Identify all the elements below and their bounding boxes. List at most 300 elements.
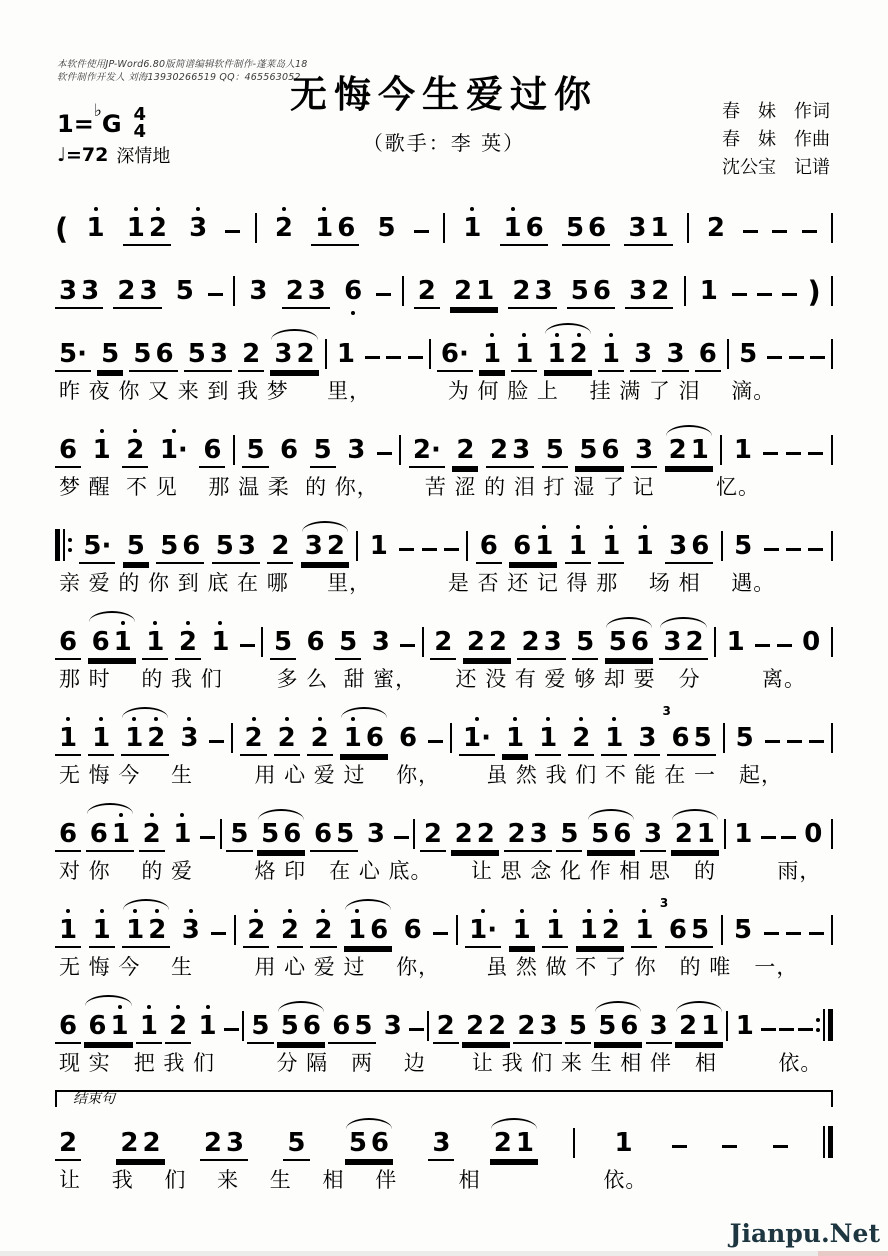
sustain-dash bbox=[743, 230, 758, 233]
sustain-dash bbox=[409, 1028, 424, 1031]
barline bbox=[726, 1011, 728, 1041]
barline bbox=[356, 531, 358, 561]
note: 3 bbox=[663, 627, 682, 657]
note-group bbox=[121, 725, 169, 756]
note-group bbox=[156, 533, 204, 564]
barline bbox=[831, 819, 833, 849]
note-group bbox=[86, 821, 134, 852]
sustain-dash bbox=[773, 1145, 788, 1148]
note-group bbox=[79, 533, 115, 564]
note: 1 bbox=[690, 435, 709, 465]
note: 3 bbox=[181, 915, 200, 945]
lyrics-line: 现 实 把 我 们 分 隔 两 边 让 我 们 来 生 相 伴 相 依。 bbox=[59, 1051, 823, 1075]
note-group bbox=[632, 533, 658, 564]
note: 1 bbox=[146, 627, 165, 657]
note-group bbox=[576, 917, 624, 948]
note-group bbox=[671, 821, 719, 852]
note: 5 bbox=[691, 915, 710, 945]
note: 3 bbox=[529, 819, 548, 849]
note-group bbox=[55, 278, 103, 309]
note-group bbox=[335, 629, 361, 660]
note-group bbox=[659, 629, 707, 660]
note-group bbox=[55, 1013, 81, 1044]
sustain-dash bbox=[376, 293, 391, 296]
note-group bbox=[479, 341, 505, 372]
note: 1 bbox=[568, 531, 587, 561]
tempo-value: ♩=72 bbox=[57, 144, 109, 166]
note: 6 bbox=[365, 723, 384, 753]
note: 5 bbox=[126, 531, 145, 561]
note-group bbox=[433, 1013, 459, 1044]
note: 3 bbox=[543, 627, 562, 657]
barline bbox=[831, 915, 833, 945]
repeat-end-barline bbox=[816, 1009, 833, 1041]
ending-label: 结束句 bbox=[73, 1091, 115, 1107]
note-group bbox=[307, 725, 333, 756]
repeat-begin-barline bbox=[55, 529, 72, 561]
note-group bbox=[565, 1013, 591, 1044]
note: 2 bbox=[314, 915, 333, 945]
barline bbox=[831, 531, 833, 561]
note: 5 bbox=[251, 1011, 270, 1041]
score-line bbox=[55, 322, 833, 372]
note-group bbox=[136, 1013, 162, 1044]
note-group bbox=[567, 278, 615, 309]
note-group bbox=[165, 1013, 191, 1044]
note: 5 bbox=[313, 435, 332, 465]
note: 6 bbox=[59, 819, 78, 849]
note: 1 bbox=[126, 915, 145, 945]
note-group bbox=[113, 278, 161, 309]
note: 1 bbox=[734, 819, 753, 849]
sustain-dash bbox=[767, 356, 782, 359]
note: 1 bbox=[111, 819, 130, 849]
note-group bbox=[55, 725, 81, 756]
note-group bbox=[374, 215, 400, 246]
note: 2 bbox=[244, 723, 263, 753]
note-group bbox=[311, 215, 359, 246]
note-group bbox=[116, 1130, 164, 1161]
note: 2 bbox=[466, 627, 485, 657]
note: 3 bbox=[307, 276, 326, 306]
note-group bbox=[84, 1013, 132, 1044]
note: 6 bbox=[630, 627, 649, 657]
note: 3 bbox=[249, 276, 268, 306]
note-group bbox=[662, 704, 715, 756]
note: 2 bbox=[465, 1011, 485, 1041]
note-group bbox=[640, 821, 666, 852]
note: 6 bbox=[403, 915, 422, 945]
score-line bbox=[55, 994, 833, 1044]
note: 6 bbox=[203, 435, 222, 465]
note: 5 bbox=[591, 819, 610, 849]
note-group bbox=[88, 629, 136, 660]
note: 2 bbox=[651, 276, 670, 306]
note: 1 bbox=[92, 915, 111, 945]
sustain-dash bbox=[394, 836, 409, 839]
note-group bbox=[129, 341, 177, 372]
note: 5 bbox=[261, 819, 280, 849]
note-group bbox=[508, 278, 556, 309]
sustain-dash bbox=[765, 740, 780, 743]
note-group bbox=[544, 341, 592, 372]
note: 1 bbox=[512, 915, 531, 945]
barline bbox=[399, 435, 401, 465]
note: 5· bbox=[59, 339, 87, 369]
note: 2 bbox=[169, 1011, 188, 1041]
note: 1 bbox=[503, 213, 522, 243]
note: 1 bbox=[211, 627, 230, 657]
note: 5 bbox=[377, 213, 396, 243]
note: 1 bbox=[315, 213, 334, 243]
sustain-dash bbox=[209, 740, 224, 743]
note: 0 bbox=[804, 819, 823, 849]
note-group bbox=[502, 725, 528, 756]
note: 2 bbox=[120, 1128, 139, 1158]
sustain-dash bbox=[781, 836, 796, 839]
note-group bbox=[274, 725, 300, 756]
barline bbox=[723, 723, 725, 753]
lyrics-line: 对 你 的 爱 烙 印 在 心 底。 让 思 念 化 作 相 思 的 雨， bbox=[59, 859, 822, 883]
note: 2 bbox=[277, 723, 296, 753]
sustain-dash bbox=[428, 740, 443, 743]
note: 5 bbox=[101, 339, 120, 369]
sustain-dash bbox=[782, 293, 797, 296]
note: 2 bbox=[117, 276, 136, 306]
sustain-dash bbox=[808, 452, 823, 455]
note-group bbox=[267, 533, 293, 564]
note: 2 bbox=[456, 435, 475, 465]
note: 3 bbox=[371, 627, 390, 657]
sustain-dash bbox=[809, 932, 824, 935]
note-group bbox=[310, 821, 358, 852]
note-group bbox=[437, 341, 473, 372]
repeat-dot bbox=[816, 1028, 820, 1032]
lyrics-line: 亲 爱 的 你 到 底 在 哪 里， 是 否 还 记 得 那 场 相 遇。 bbox=[59, 571, 776, 595]
sustain-dash bbox=[672, 1145, 687, 1148]
note-group bbox=[565, 533, 591, 564]
lyrics-line: 梦 醒 不 见 那 温 柔 的 你， 苦 涩 的 泪 打 湿 了 记 忆。 bbox=[59, 475, 760, 499]
barline bbox=[714, 627, 716, 657]
note-group bbox=[270, 629, 296, 660]
note: 6 bbox=[89, 819, 108, 849]
note-group bbox=[490, 1130, 538, 1161]
score-line bbox=[55, 898, 833, 948]
sustain-dash bbox=[399, 548, 414, 551]
note-group bbox=[462, 1013, 510, 1044]
note: 5 bbox=[579, 435, 598, 465]
sustain-dash bbox=[798, 1028, 813, 1031]
barline bbox=[233, 276, 235, 306]
note-group bbox=[665, 437, 713, 468]
note: 1 bbox=[113, 627, 132, 657]
note-group bbox=[568, 725, 594, 756]
note-group bbox=[572, 629, 598, 660]
note-group bbox=[328, 1013, 376, 1044]
note: 3 bbox=[669, 531, 688, 561]
note-group bbox=[89, 917, 115, 948]
note: 2 bbox=[242, 339, 261, 369]
barline bbox=[831, 435, 833, 465]
note-group bbox=[169, 821, 195, 852]
note: 1 bbox=[198, 1011, 217, 1041]
score bbox=[55, 196, 833, 1207]
note: 2 bbox=[142, 1128, 161, 1158]
note-group bbox=[730, 533, 756, 564]
note: 1 bbox=[699, 276, 718, 306]
note: 2 bbox=[178, 627, 197, 657]
note-group bbox=[730, 821, 756, 852]
note: 1 bbox=[336, 339, 356, 369]
time-signature bbox=[133, 104, 147, 143]
note: 2 bbox=[512, 276, 531, 306]
key-letter: G bbox=[101, 110, 122, 139]
note-group bbox=[450, 278, 498, 309]
note: 1 bbox=[535, 531, 554, 561]
repeat-dots bbox=[68, 538, 72, 552]
tempo-marking bbox=[57, 142, 170, 168]
note-group bbox=[509, 533, 557, 564]
note: 1 bbox=[515, 1128, 534, 1158]
note: 5 bbox=[230, 819, 249, 849]
note: 5 bbox=[560, 819, 579, 849]
note: 1 bbox=[650, 213, 669, 243]
note: 3 bbox=[366, 819, 385, 849]
note: 5 bbox=[175, 276, 194, 306]
note: 2 bbox=[148, 915, 167, 945]
sustain-dash bbox=[240, 644, 255, 647]
repeat-dot bbox=[68, 548, 72, 552]
note: 1 bbox=[125, 723, 144, 753]
sustain-dash bbox=[763, 452, 778, 455]
note: 6 bbox=[479, 531, 498, 561]
note-group bbox=[703, 215, 729, 246]
note-group bbox=[345, 1130, 393, 1161]
tuplet-number: 3 bbox=[662, 704, 671, 718]
note: 3 bbox=[635, 435, 654, 465]
note: 2 bbox=[488, 1011, 507, 1041]
note: 2 bbox=[454, 819, 473, 849]
parenthesis: ) bbox=[807, 275, 821, 309]
note-group bbox=[486, 437, 534, 468]
barline bbox=[234, 915, 236, 945]
note: 1 bbox=[126, 213, 145, 243]
score-line bbox=[55, 418, 833, 468]
note: 2 bbox=[126, 435, 145, 465]
note: 2 bbox=[142, 819, 161, 849]
note: 1 bbox=[735, 1011, 754, 1041]
note-group bbox=[509, 917, 535, 948]
note: 5 bbox=[287, 1128, 306, 1158]
note: 1 bbox=[546, 915, 565, 945]
note: 5 bbox=[598, 1011, 617, 1041]
barline bbox=[727, 339, 729, 369]
note: 5 bbox=[215, 531, 234, 561]
barline bbox=[443, 213, 445, 243]
barline bbox=[831, 627, 833, 657]
note: 6 bbox=[182, 531, 201, 561]
note-group bbox=[270, 341, 318, 372]
note-group bbox=[310, 437, 336, 468]
transcriber-credit: 沈公宝 记谱 bbox=[722, 156, 830, 178]
note-group bbox=[242, 437, 268, 468]
note-group bbox=[366, 533, 392, 564]
repeat-dot bbox=[816, 1018, 820, 1022]
note: 2 bbox=[310, 723, 329, 753]
note: 2 bbox=[476, 819, 495, 849]
note-group bbox=[625, 278, 673, 309]
note-group bbox=[257, 821, 305, 852]
repeat-dot bbox=[68, 538, 72, 542]
note-group bbox=[123, 215, 171, 246]
site-watermark: Jianpu.Net bbox=[729, 1219, 880, 1248]
note: 1 bbox=[579, 915, 598, 945]
note: 3 bbox=[512, 435, 531, 465]
note-group bbox=[662, 341, 688, 372]
note: 3 bbox=[638, 723, 657, 753]
note-group bbox=[730, 917, 756, 948]
note-group bbox=[380, 1013, 406, 1044]
note-group bbox=[542, 437, 568, 468]
note: 6 bbox=[525, 213, 544, 243]
barline bbox=[231, 723, 233, 753]
note-group bbox=[730, 437, 756, 468]
barline bbox=[724, 819, 726, 849]
note: 2 bbox=[569, 339, 588, 369]
note-group bbox=[97, 341, 123, 372]
sustain-dash bbox=[408, 356, 423, 359]
note: 1 bbox=[547, 339, 566, 369]
note: 3 bbox=[649, 1011, 668, 1041]
note-group bbox=[665, 533, 713, 564]
note-group bbox=[199, 437, 225, 468]
sustain-dash bbox=[809, 740, 824, 743]
note-group bbox=[195, 1013, 221, 1044]
note: 5 bbox=[133, 339, 152, 369]
note-group bbox=[55, 917, 81, 948]
note-group bbox=[276, 437, 302, 468]
sustain-dash bbox=[764, 932, 779, 935]
note: 1· bbox=[159, 435, 188, 465]
barline bbox=[422, 627, 424, 657]
note-group bbox=[500, 215, 548, 246]
note: 2 bbox=[679, 1011, 698, 1041]
note-group bbox=[301, 533, 349, 564]
note: 6 bbox=[306, 627, 325, 657]
note-group bbox=[245, 278, 271, 309]
time-top: 4 bbox=[133, 104, 147, 125]
note-group bbox=[175, 629, 201, 660]
note-group bbox=[631, 437, 657, 468]
note: 3 bbox=[226, 1128, 245, 1158]
note-group bbox=[611, 1130, 637, 1161]
note-group bbox=[123, 533, 149, 564]
sustain-dash bbox=[732, 293, 747, 296]
note-group bbox=[430, 629, 456, 660]
note-group bbox=[212, 533, 260, 564]
note: 2 bbox=[271, 531, 290, 561]
note-group bbox=[598, 341, 624, 372]
note: 5· bbox=[83, 531, 112, 561]
note: 1 bbox=[59, 915, 78, 945]
note-group bbox=[184, 341, 232, 372]
note: 2 bbox=[488, 627, 507, 657]
note: 3 bbox=[59, 276, 78, 306]
note: 3 bbox=[180, 723, 199, 753]
note: 1 bbox=[86, 213, 105, 243]
barline bbox=[255, 213, 257, 243]
note: 2 bbox=[572, 723, 591, 753]
barline bbox=[831, 339, 833, 369]
note: 6 bbox=[59, 627, 78, 657]
repeat-dots bbox=[816, 1018, 820, 1032]
note: 3 bbox=[347, 435, 366, 465]
note: 6 bbox=[314, 819, 333, 849]
note: 5 bbox=[693, 723, 712, 753]
note-group bbox=[428, 1130, 454, 1161]
note-group bbox=[400, 917, 426, 948]
note-group bbox=[630, 341, 656, 372]
note-group bbox=[55, 437, 81, 468]
note: 1 bbox=[347, 915, 367, 945]
note: 2 bbox=[493, 1128, 512, 1158]
note-group bbox=[631, 917, 657, 948]
barline bbox=[466, 531, 468, 561]
note-group bbox=[333, 341, 359, 372]
sustain-dash bbox=[761, 1028, 776, 1031]
barline bbox=[450, 723, 452, 753]
note: 6 bbox=[302, 1011, 321, 1041]
barline bbox=[831, 213, 833, 243]
note: 3 bbox=[628, 213, 647, 243]
note: 3 bbox=[383, 1011, 402, 1041]
note-group bbox=[243, 917, 269, 948]
note: 2 bbox=[507, 819, 526, 849]
note: 5 bbox=[734, 915, 753, 945]
sustain-dash bbox=[386, 356, 401, 359]
note: 2 bbox=[434, 627, 453, 657]
sustain-dash bbox=[422, 548, 437, 551]
note: 1 bbox=[139, 1011, 158, 1041]
note-group bbox=[513, 1013, 561, 1044]
sustain-dash bbox=[722, 1145, 737, 1148]
sustain-dash bbox=[772, 230, 787, 233]
note-group bbox=[732, 1013, 758, 1044]
note-group bbox=[504, 821, 552, 852]
sustain-dash bbox=[400, 644, 415, 647]
note-group bbox=[55, 1130, 81, 1161]
barline bbox=[325, 339, 327, 369]
note-group bbox=[517, 629, 565, 660]
note: 3 bbox=[629, 276, 648, 306]
note: 5 bbox=[348, 1128, 367, 1158]
sustain-dash bbox=[808, 548, 823, 551]
note-group bbox=[340, 725, 388, 756]
note: 5 bbox=[280, 1011, 299, 1041]
note-group bbox=[55, 629, 81, 660]
barline bbox=[261, 627, 263, 657]
note: 2 bbox=[285, 276, 304, 306]
note-group bbox=[283, 1130, 309, 1161]
note: 1 bbox=[614, 1128, 633, 1158]
note: 5 bbox=[570, 276, 589, 306]
note-group bbox=[282, 278, 330, 309]
note: 2 bbox=[274, 213, 293, 243]
note: 2 bbox=[490, 435, 509, 465]
note-group bbox=[587, 821, 635, 852]
note-group bbox=[562, 215, 610, 246]
note: 2 bbox=[148, 213, 167, 243]
